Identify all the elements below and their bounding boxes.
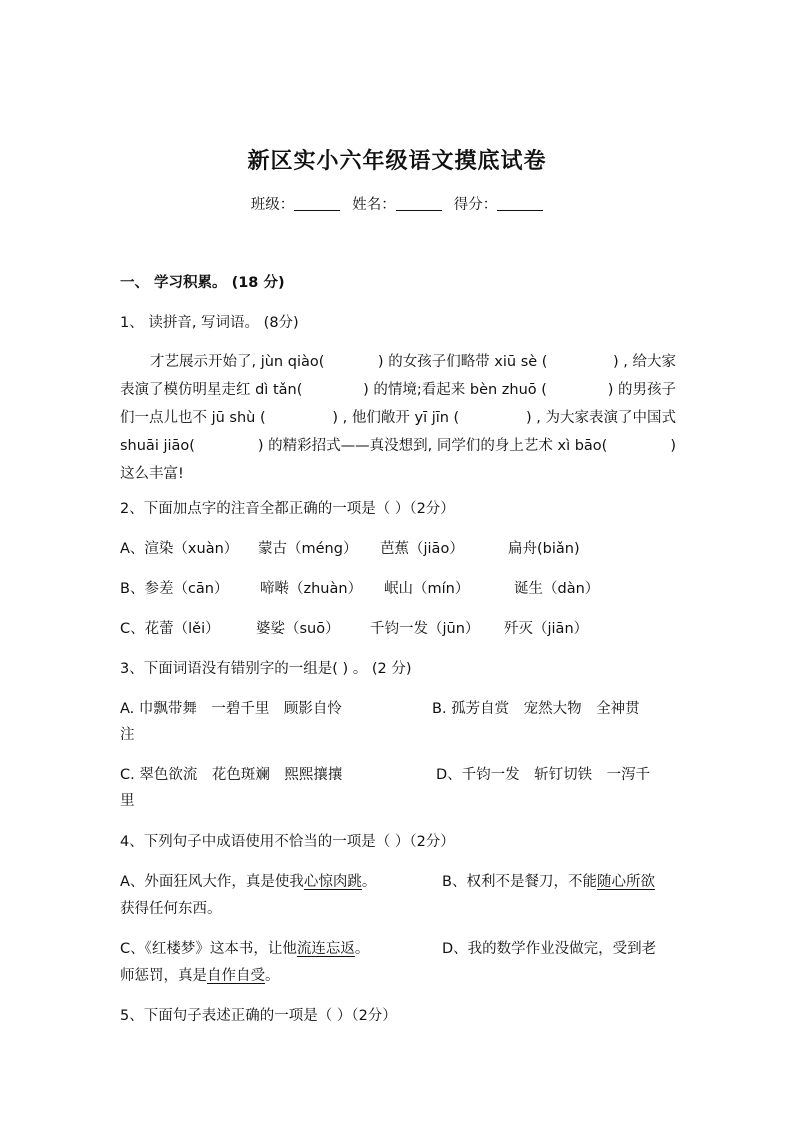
q4-option-a: A、外面狂风大作，真是使我心惊肉跳。 <box>120 874 377 890</box>
q2-option-a-3: 芭蕉（jiāo） <box>380 541 464 557</box>
q3-option-a: A. 巾飘带舞 一碧千里 顾影自怜 <box>120 701 342 717</box>
q3-option-c: C. 翠色欲流 花色斑斓 熙熙攘攘 <box>120 767 343 783</box>
q2-option-b-2: 啼啭（zhuàn） <box>260 581 363 597</box>
q2-option-b-4: 诞生（dàn） <box>514 581 600 597</box>
passage-line-5: 这么丰富! <box>120 466 184 482</box>
name-label: 姓名： <box>352 197 396 213</box>
q2-option-a-1: A、渲染（xuàn） <box>120 541 239 557</box>
q3-option-b: B. 孤芳自赏 宠然大物 全神贯 <box>432 701 640 717</box>
name-blank[interactable] <box>396 196 442 211</box>
passage-line-3: 们一点儿也不 jū shù ( ) , 他们敞开 yī jīn ( ) , 为大家表演了中国式 <box>120 410 676 426</box>
q2-option-c-1: C、花蕾（lěi） <box>120 621 220 637</box>
q4-option-d-continued: 师惩罚，真是自作自受。 <box>120 968 280 984</box>
score-label: 得分： <box>453 197 498 213</box>
page-title: 新区实小六年级语文摸底试卷 <box>247 149 547 174</box>
q2-option-b-1: B、参差（cān） <box>120 581 229 597</box>
q2-option-b-3: 岷山（mín） <box>384 581 470 597</box>
q4-option-c-idiom: 流连忘返 <box>296 941 355 957</box>
q2-option-c-2: 婆娑（suō） <box>256 621 340 637</box>
class-label: 班级： <box>250 197 295 213</box>
question-2-prompt: 2、下面加点字的注音全都正确的一项是（ ）（2分） <box>120 501 455 517</box>
q4-option-b: B、权利不是餐刀，不能随心所欲 <box>442 874 655 890</box>
q4-option-d-idiom: 自作自受 <box>207 968 265 984</box>
q3-option-d-continued: 里 <box>120 793 135 809</box>
q4-option-b-idiom: 随心所欲 <box>596 874 655 890</box>
passage-line-2: 表演了模仿明星走红 dì tǎn( ) 的情境;看起来 bèn zhuō ( ) 的男孩子 <box>120 382 676 398</box>
passage-line-4: shuāi jiāo( ) 的精彩招式——真没想到, 同学们的身上艺术 xì bāo( ) <box>120 438 676 454</box>
q4-option-d: D、我的数学作业没做完，受到老 <box>442 941 657 957</box>
q3-option-b-continued: 注 <box>120 727 135 743</box>
question-3-prompt: 3、下面词语没有错别字的一组是( ) 。 (2 分) <box>120 661 412 677</box>
q2-option-a-4: 扁舟(biǎn) <box>508 541 580 557</box>
q2-option-a-2: 蒙古（méng） <box>258 541 358 557</box>
question-4-prompt: 4、下列句子中成语使用不恰当的一项是（ ）（2分） <box>120 834 455 850</box>
q2-option-c-3: 千钧一发（jūn） <box>370 621 480 637</box>
class-blank[interactable] <box>294 196 340 211</box>
section-heading: 一、 学习积累。 (18 分) <box>120 275 285 291</box>
q4-option-c: C、《红楼梦》这本书，让他流连忘返。 <box>120 941 370 957</box>
q3-option-d: D、千钧一发 斩钉切铁 一泻千 <box>436 767 651 783</box>
question-5-prompt: 5、下面句子表述正确的一项是（ ）（2分） <box>120 1008 397 1024</box>
q4-option-a-idiom: 心惊肉跳 <box>303 874 362 890</box>
q2-option-c-4: 歼灭（jiān） <box>504 621 589 637</box>
q4-option-b-continued: 获得任何东西。 <box>120 901 222 917</box>
student-info-line <box>0 193 794 214</box>
score-blank[interactable] <box>497 196 543 211</box>
question-1-prompt: 1、 读拼音, 写词语。 (8分) <box>120 315 299 331</box>
question-1-passage <box>120 348 676 488</box>
passage-line-1: 才艺展示开始了, jùn qiào( ) 的女孩子们略带 xiū sè ( ) , 给大家 <box>150 354 676 370</box>
